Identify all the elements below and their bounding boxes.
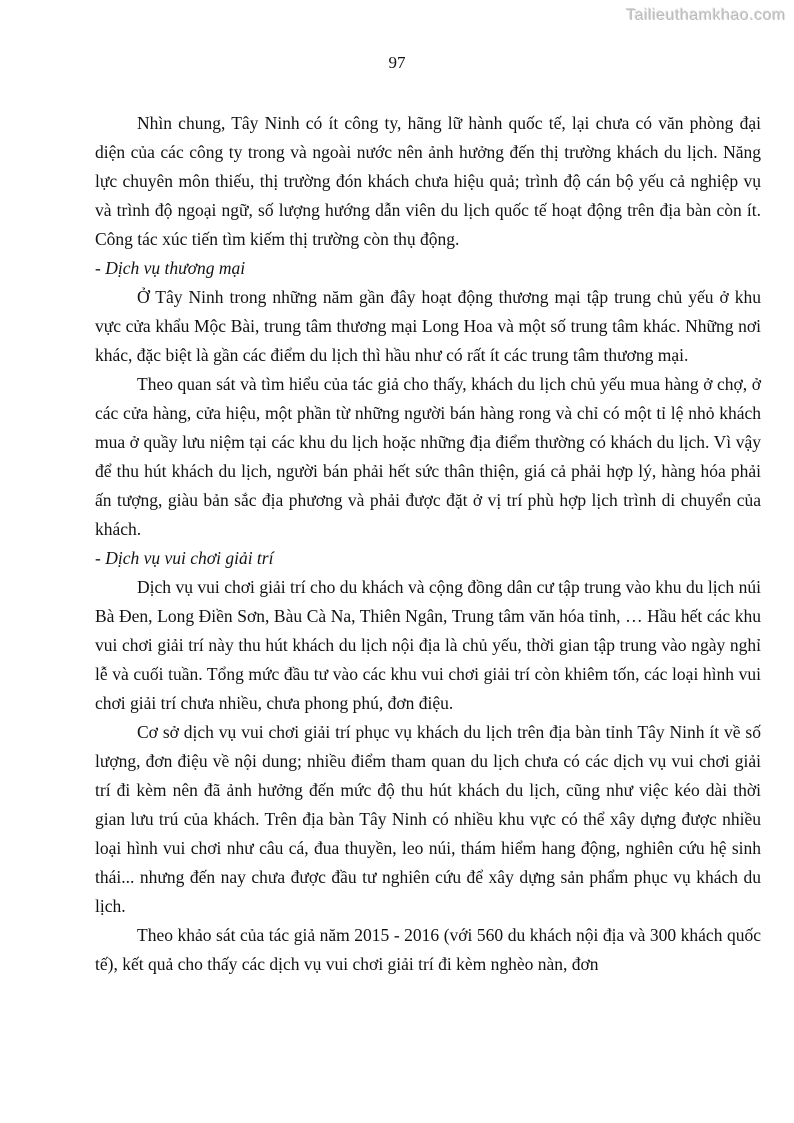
- section-heading-dich-vu-thuong-mai: - Dịch vụ thương mại: [95, 258, 246, 278]
- paragraph-shopping-observation: Theo quan sát và tìm hiểu của tác giả cho thấy, khách du lịch chủ yếu mua hàng ở chợ, ở các cửa hàng, cửa hiệu, một phần từ những người bán hàng rong và chỉ có một tỉ lệ nhỏ khách mua ở quầy lưu niệm tại các khu du lịch hoặc những địa điểm thường có khách du lịch. Vì vậy để thu hút khách du lịch, người bán phải hết sức thân thiện, giá cả phải hợp lý, hàng hóa phải ấn tượng, giàu bản sắc địa phương và phải được đặt ở vị trí phù hợp lịch trình di chuyển của khách.: [95, 374, 761, 539]
- watermark-text: Tailieuthamkhao.com: [626, 7, 786, 24]
- paragraph-survey-2015-2016: Theo khảo sát của tác giả năm 2015 - 2016 (với 560 du khách nội địa và 300 khách quốc tế), kết quả cho thấy các dịch vụ vui chơi giải trí đi kèm nghèo nàn, đơn: [95, 925, 761, 974]
- paragraph-entertainment-facilities: Cơ sở dịch vụ vui chơi giải trí phục vụ khách du lịch trên địa bàn tỉnh Tây Ninh ít về số lượng, đơn điệu về nội dung; nhiều điểm tham quan du lịch chưa có các dịch vụ vui chơi giải trí đi kèm nên đã ảnh hưởng đến mức độ thu hút khách du lịch, cũng như việc kéo dài thời gian lưu trú của khách. Trên địa bàn Tây Ninh có nhiều khu vực có thể xây dựng được nhiều loại hình vui chơi như câu cá, đua thuyền, leo núi, thám hiểm hang động, nghiên cứu hệ sinh thái... nhưng đến nay chưa được đầu tư nghiên cứu để xây dựng sản phẩm phục vụ khách du lịch.: [95, 722, 761, 916]
- paragraph-overview-travel-companies: Nhìn chung, Tây Ninh có ít công ty, hãng lữ hành quốc tế, lại chưa có văn phòng đại diện của các công ty trong và ngoài nước nên ảnh hưởng đến thị trường khách du lịch. Năng lực chuyên môn thiếu, thị trường đón khách chưa hiệu quả; trình độ cán bộ yếu cả nghiệp vụ và trình độ ngoại ngữ, số lượng hướng dẫn viên du lịch quốc tế hoạt động trên địa bàn còn ít. Công tác xúc tiến tìm kiếm thị trường còn thụ động.: [95, 113, 761, 249]
- paragraph-entertainment-areas: Dịch vụ vui chơi giải trí cho du khách và cộng đồng dân cư tập trung vào khu du lịch núi Bà Đen, Long Điền Sơn, Bàu Cà Na, Thiên Ngân, Trung tâm văn hóa tỉnh, … Hầu hết các khu vui chơi giải trí này thu hút khách du lịch nội địa là chủ yếu, thời gian tập trung vào ngày nghỉ lễ và cuối tuần. Tổng mức đầu tư vào các khu vui chơi giải trí còn khiêm tốn, các loại hình vui chơi giải trí chưa nhiều, chưa phong phú, đơn điệu.: [95, 577, 761, 713]
- paragraph-trade-centers: Ở Tây Ninh trong những năm gần đây hoạt động thương mại tập trung chủ yếu ở khu vực cửa khẩu Mộc Bài, trung tâm thương mại Long Hoa và một số trung tâm khác. Những nơi khác, đặc biệt là gần các điểm du lịch thì hầu như có rất ít các trung tâm thương mại.: [95, 287, 761, 365]
- page-number: 97: [388, 53, 406, 72]
- section-heading-dich-vu-vui-choi-giai-tri: - Dịch vụ vui chơi giải trí: [95, 548, 274, 568]
- document-body: [95, 109, 761, 979]
